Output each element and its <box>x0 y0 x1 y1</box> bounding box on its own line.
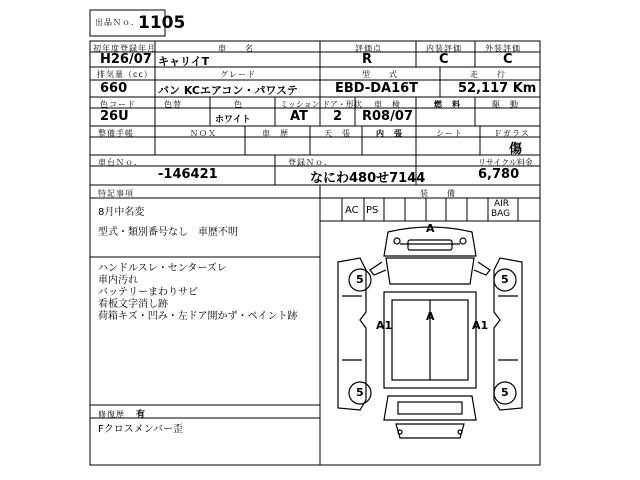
fuel-label: 燃 料 <box>434 100 461 109</box>
displacement-value: 660 <box>100 81 128 96</box>
note-line: 型式・類別番号なし 車歴不明 <box>98 227 238 238</box>
repair-detail: Fクロスメンバー歪 <box>98 424 184 435</box>
doors-label: ドア・形状 <box>322 100 362 109</box>
color-change-label: 色替 <box>164 100 182 109</box>
recycle-fee-label: リサイクル料金 <box>478 158 533 167</box>
equipment-airbag-line2: BAG <box>491 209 511 219</box>
color-value: ホワイト <box>215 115 251 125</box>
grade-label: グレード <box>220 70 256 79</box>
exterior-score-value: C <box>503 52 513 67</box>
seat-label: シート <box>436 129 463 138</box>
mark-center: A <box>426 310 435 323</box>
first-registration-value: H26/07 <box>100 52 152 67</box>
equipment-ps: PS <box>366 205 379 216</box>
interior-score-value: C <box>439 52 449 67</box>
mark-tire-rear-right: 5 <box>501 386 509 399</box>
chassis-number-value: -146421 <box>158 167 218 182</box>
note-line: 看板文字消し跡 <box>98 299 168 310</box>
mark-tire-rear-left: 5 <box>356 386 364 399</box>
grade-value: バン KCエアコン・パワステ <box>158 84 298 97</box>
doors-value: 2 <box>333 109 343 124</box>
chassis-number-label: 車台Ｎｏ． <box>98 158 143 167</box>
mark-front: A <box>426 222 435 235</box>
mark-right: A1 <box>472 319 489 332</box>
notes-label: 特記事項 <box>98 189 134 198</box>
inspection-label: 車 検 <box>374 100 401 109</box>
front-glass-value: 傷 <box>509 142 523 157</box>
drive-label: 駆 動 <box>492 100 519 109</box>
equipment-ac: AC <box>345 205 359 216</box>
mark-tire-front-left: 5 <box>356 273 364 286</box>
history-label: 車 歴 <box>262 129 289 138</box>
recycle-fee-value: 6,780 <box>478 167 520 182</box>
inspection-value: R08/07 <box>362 109 413 124</box>
interior-roof-label: 内 張 <box>376 129 403 138</box>
interior-score-label: 内装評価 <box>426 44 462 53</box>
note-line: ハンドルスレ・センターズレ <box>98 263 227 274</box>
sunroof-label: 天 張 <box>324 129 351 138</box>
nox-label: ＮＯＸ <box>190 129 217 138</box>
repair-history-value: 有 <box>136 410 146 420</box>
color-code-value: 26U <box>100 109 129 124</box>
lot-number-label: 出品Ｎｏ． <box>95 18 140 27</box>
mission-label: ミッション <box>280 100 320 109</box>
lot-number: 1105 <box>138 13 186 33</box>
plate-number-label: 登録Ｎｏ． <box>288 158 333 167</box>
note-line: バッテリーまわりサビ <box>98 287 198 298</box>
maintenance-record-label: 整備手帳 <box>98 129 134 138</box>
score-label: 評価点 <box>355 44 382 53</box>
note-line: 荷箱キズ・凹み・左ドア開かず・ペイント跡 <box>98 311 298 322</box>
score-value: R <box>362 52 373 67</box>
mission-value: AT <box>290 109 308 124</box>
mileage-label: 走 行 <box>470 70 506 79</box>
car-name-label: 車 名 <box>218 44 254 53</box>
mark-left: A1 <box>376 319 393 332</box>
equipment-label: 装 備 <box>420 189 456 198</box>
repair-history-label: 修復歴 <box>98 410 125 419</box>
displacement-label: 排気量（cc） <box>97 70 153 79</box>
color-label: 色 <box>234 100 243 109</box>
exterior-score-label: 外装評価 <box>485 44 521 53</box>
truck-diagram-icon <box>338 227 522 438</box>
first-registration-label: 初年度登録年月 <box>93 44 156 53</box>
equipment-airbag-line1: AIR <box>494 199 510 209</box>
mark-tire-front-right: 5 <box>501 273 509 286</box>
model-label: 型 式 <box>362 70 398 79</box>
model-value: EBD-DA16T <box>335 81 419 96</box>
note-line: 8月中名変 <box>98 207 145 218</box>
color-code-label: 色コード <box>100 100 136 109</box>
mileage-value: 52,117 Km <box>458 81 537 96</box>
front-glass-label: Ｆガラス <box>494 129 530 138</box>
plate-number-value: なにわ480せ7144 <box>310 171 426 186</box>
note-line: 車内汚れ <box>98 275 138 286</box>
car-name-value: キャリイT <box>158 55 210 68</box>
